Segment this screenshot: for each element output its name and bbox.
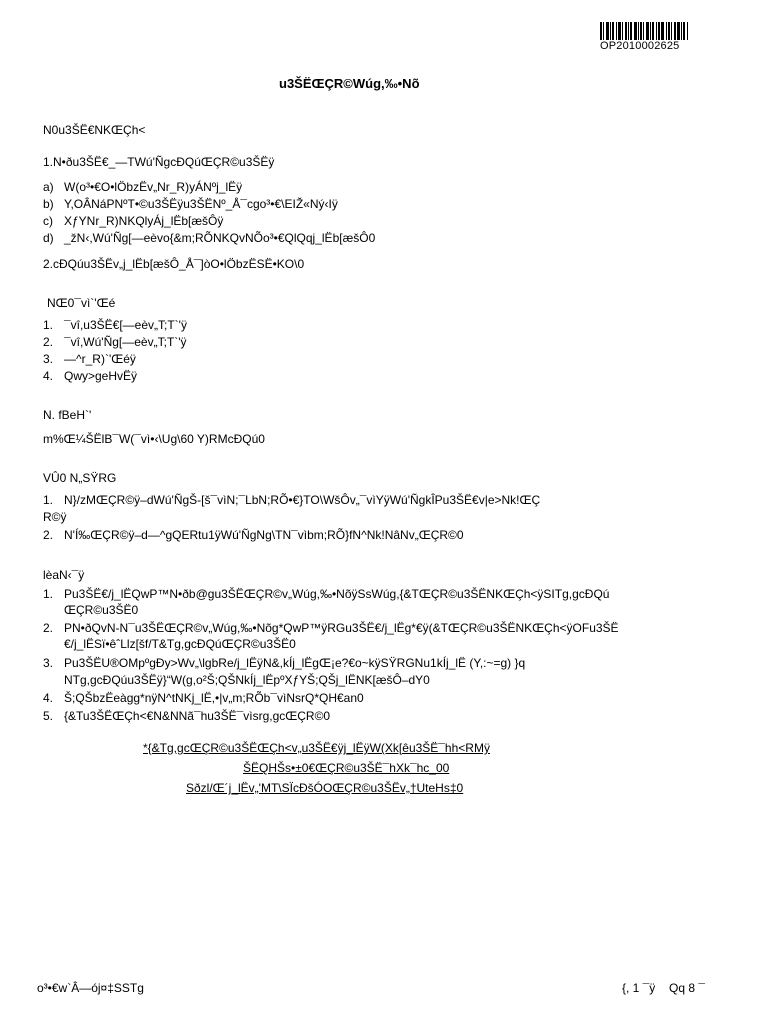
section2-heading: NŒ0¯vì`'Œé xyxy=(47,296,116,310)
section1-footer: 2.cÐQúu3ŠËv„j_lËb[æšÔ_Å¯]òO•lÖbzËSË•KO\0 xyxy=(43,257,305,271)
section3-text: m%Œ¼ŠËlB¯W(¯vì•‹\Ug\60 Y)RMcÐQú0 xyxy=(43,432,265,446)
footer-total: Qq 8 ¯ xyxy=(669,981,705,995)
section5-item-1 xyxy=(43,587,609,601)
item-marker: 1. xyxy=(43,318,54,332)
section1-item-b xyxy=(43,197,338,211)
item-marker: 2. xyxy=(43,621,54,635)
item-text: N'Í‰ŒÇR©ÿ–d—^gQERtu1ÿWú'ÑgNg\TN¯vìbm;RÕ}fN^Nk!NâNv„ŒÇR©0 xyxy=(64,528,464,542)
item-text: XƒYNr_R)NKQlyÁj_lËb[æšÔÿ xyxy=(64,214,224,228)
item-text: N}/zMŒÇR©ÿ–dWú'ÑgŠ-[š¯vìN;¯LbN;RÕ•€}TO\WšÔv„¯vìYÿWú'ÑgkÎPu3ŠË€v|e>Nk!ŒÇ xyxy=(64,493,541,507)
section4-item-1 xyxy=(43,493,540,507)
item-marker: a) xyxy=(43,180,54,194)
section2-item-2 xyxy=(43,335,187,349)
section4-item-2 xyxy=(43,528,464,542)
item-marker: 2. xyxy=(43,335,54,349)
section5-item-2-cont: €/j_lËSï•êˆLlz[šf/T&Tg,gcÐQúŒÇR©u3ŠË0 xyxy=(64,637,296,651)
item-marker: c) xyxy=(43,214,53,228)
item-text: {&Tu3ŠËŒÇh<€N&NNã¯hu3ŠË¯vìsrg,gcŒÇR©0 xyxy=(64,709,331,723)
page-title: u3ŠËŒÇR©Wúg,‰•Nõ xyxy=(279,76,420,91)
item-marker: 1. xyxy=(43,493,54,507)
item-marker: 4. xyxy=(43,369,54,383)
section1-item-a xyxy=(43,180,242,194)
item-text: Y,OÂNáPNºT•©u3ŠËÿu3ŠËNº_Å¯cgo³•€\EIŽ«Ný‹Iÿ xyxy=(64,197,338,211)
item-text: Qwy>geHvËÿ xyxy=(64,369,138,383)
document-id: OP2010002625 xyxy=(600,40,680,52)
underlined-link-1[interactable]: *{&Tg,gcŒÇR©u3ŠËŒÇh<v„u3ŠË€ÿj_lËÿW(Xk[êu3ŠË¯hh<RMÿ xyxy=(143,741,490,755)
section2-item-3 xyxy=(43,352,136,366)
underlined-link-2[interactable]: ŠËQHŠs•±0€ŒÇR©u3ŠË¯hXk¯hc_00 xyxy=(243,761,450,775)
item-marker: 4. xyxy=(43,691,54,705)
underlined-link-3[interactable]: Sðzl/Œ´j_lËv„'MT\SÏcÐšÓOŒÇR©u3ŠËv„†UteHs‡0 xyxy=(186,781,464,795)
item-marker: d) xyxy=(43,231,54,245)
item-text: ¯vî,Wú'Ñg[—eèv„T;T`'ÿ xyxy=(64,335,187,349)
item-marker: b) xyxy=(43,197,54,211)
section5-item-4 xyxy=(43,691,364,705)
footer-left: o³•€w`Â—ój¤‡SSTg xyxy=(37,981,144,995)
item-text: —^r_R)`'Œéÿ xyxy=(64,352,136,366)
section2-item-4 xyxy=(43,369,137,383)
item-text: Pu3ŠË€/j_lËQwP™N•ðb@gu3ŠËŒÇR©v„Wúg,‰•NõÿSsWúg,{&TŒÇR©u3ŠËNKŒÇh<ÿSITg,gcÐQú xyxy=(64,587,610,601)
section5-item-5 xyxy=(43,709,330,723)
intro-line: N0u3ŠË€NKŒÇh< xyxy=(43,123,146,137)
section2-item-1 xyxy=(43,318,187,332)
item-marker: 3. xyxy=(43,656,54,670)
section1-item-d xyxy=(43,231,375,245)
section1-heading: 1.N•ðu3ŠË€_—TWú'ÑgcÐQúŒÇR©u3ŠËÿ xyxy=(43,155,275,169)
item-text: Pu3ŠËU®OMpºgÐy>Wv„\lgbRe/j_lËÿN&,kÍj_lËgŒ¡e?€o~kÿSŸRGNu1kÍj_lË (Y,:~=g) }q xyxy=(64,656,526,670)
item-marker: 1. xyxy=(43,587,54,601)
section4-heading: VÛ0 N„SŸRG xyxy=(43,471,117,485)
section3-heading: N. fBeH`' xyxy=(43,408,92,422)
item-marker: 2. xyxy=(43,528,54,542)
item-text: PN•ðQvN-N¯u3ŠËŒÇR©v„Wúg,‰•Nõg*QwP™ÿRGu3ŠË€/j_lËg*€ÿ(&TŒÇR©u3ŠËNKŒÇh<ÿOFu3ŠË xyxy=(64,621,619,635)
section4-item-1-cont: R©ÿ xyxy=(43,510,67,524)
barcode xyxy=(600,22,720,40)
item-text: W(o³•€O•lÖbzËv„Nr_R)yÁNºj_lËÿ xyxy=(64,180,243,194)
footer-page: {, 1 ¯ÿ xyxy=(622,981,656,995)
item-marker: 5. xyxy=(43,709,54,723)
section5-item-3 xyxy=(43,656,525,670)
item-marker: 3. xyxy=(43,352,54,366)
section1-item-c xyxy=(43,214,223,228)
item-text: ¯vî,u3ŠË€[—eèv„T;T`'ÿ xyxy=(64,318,187,332)
section5-heading: lèaN‹¯ÿ xyxy=(43,568,85,582)
section5-item-1-cont: ŒÇR©u3ŠË0 xyxy=(64,603,139,617)
section5-item-3-cont: NTg,gcÐQúu3ŠËÿ}“W(g,o²Š;QŠNkÍj_lËpºXƒYŠ;QŠj_lËNK[æšÔ–dY0 xyxy=(64,673,430,687)
section5-item-2 xyxy=(43,621,619,635)
item-text: Š;QŠbzËeàgg*nÿN^tNKj_lË,•|v„m;RÕb¯vìNsrQ*QH€an0 xyxy=(64,691,364,705)
item-text: _žN‹,Wú'Ñg[—eèvo{&m;RÕNKQvNÕo³•€QlQqj_lËb[æšÔ0 xyxy=(64,231,376,245)
